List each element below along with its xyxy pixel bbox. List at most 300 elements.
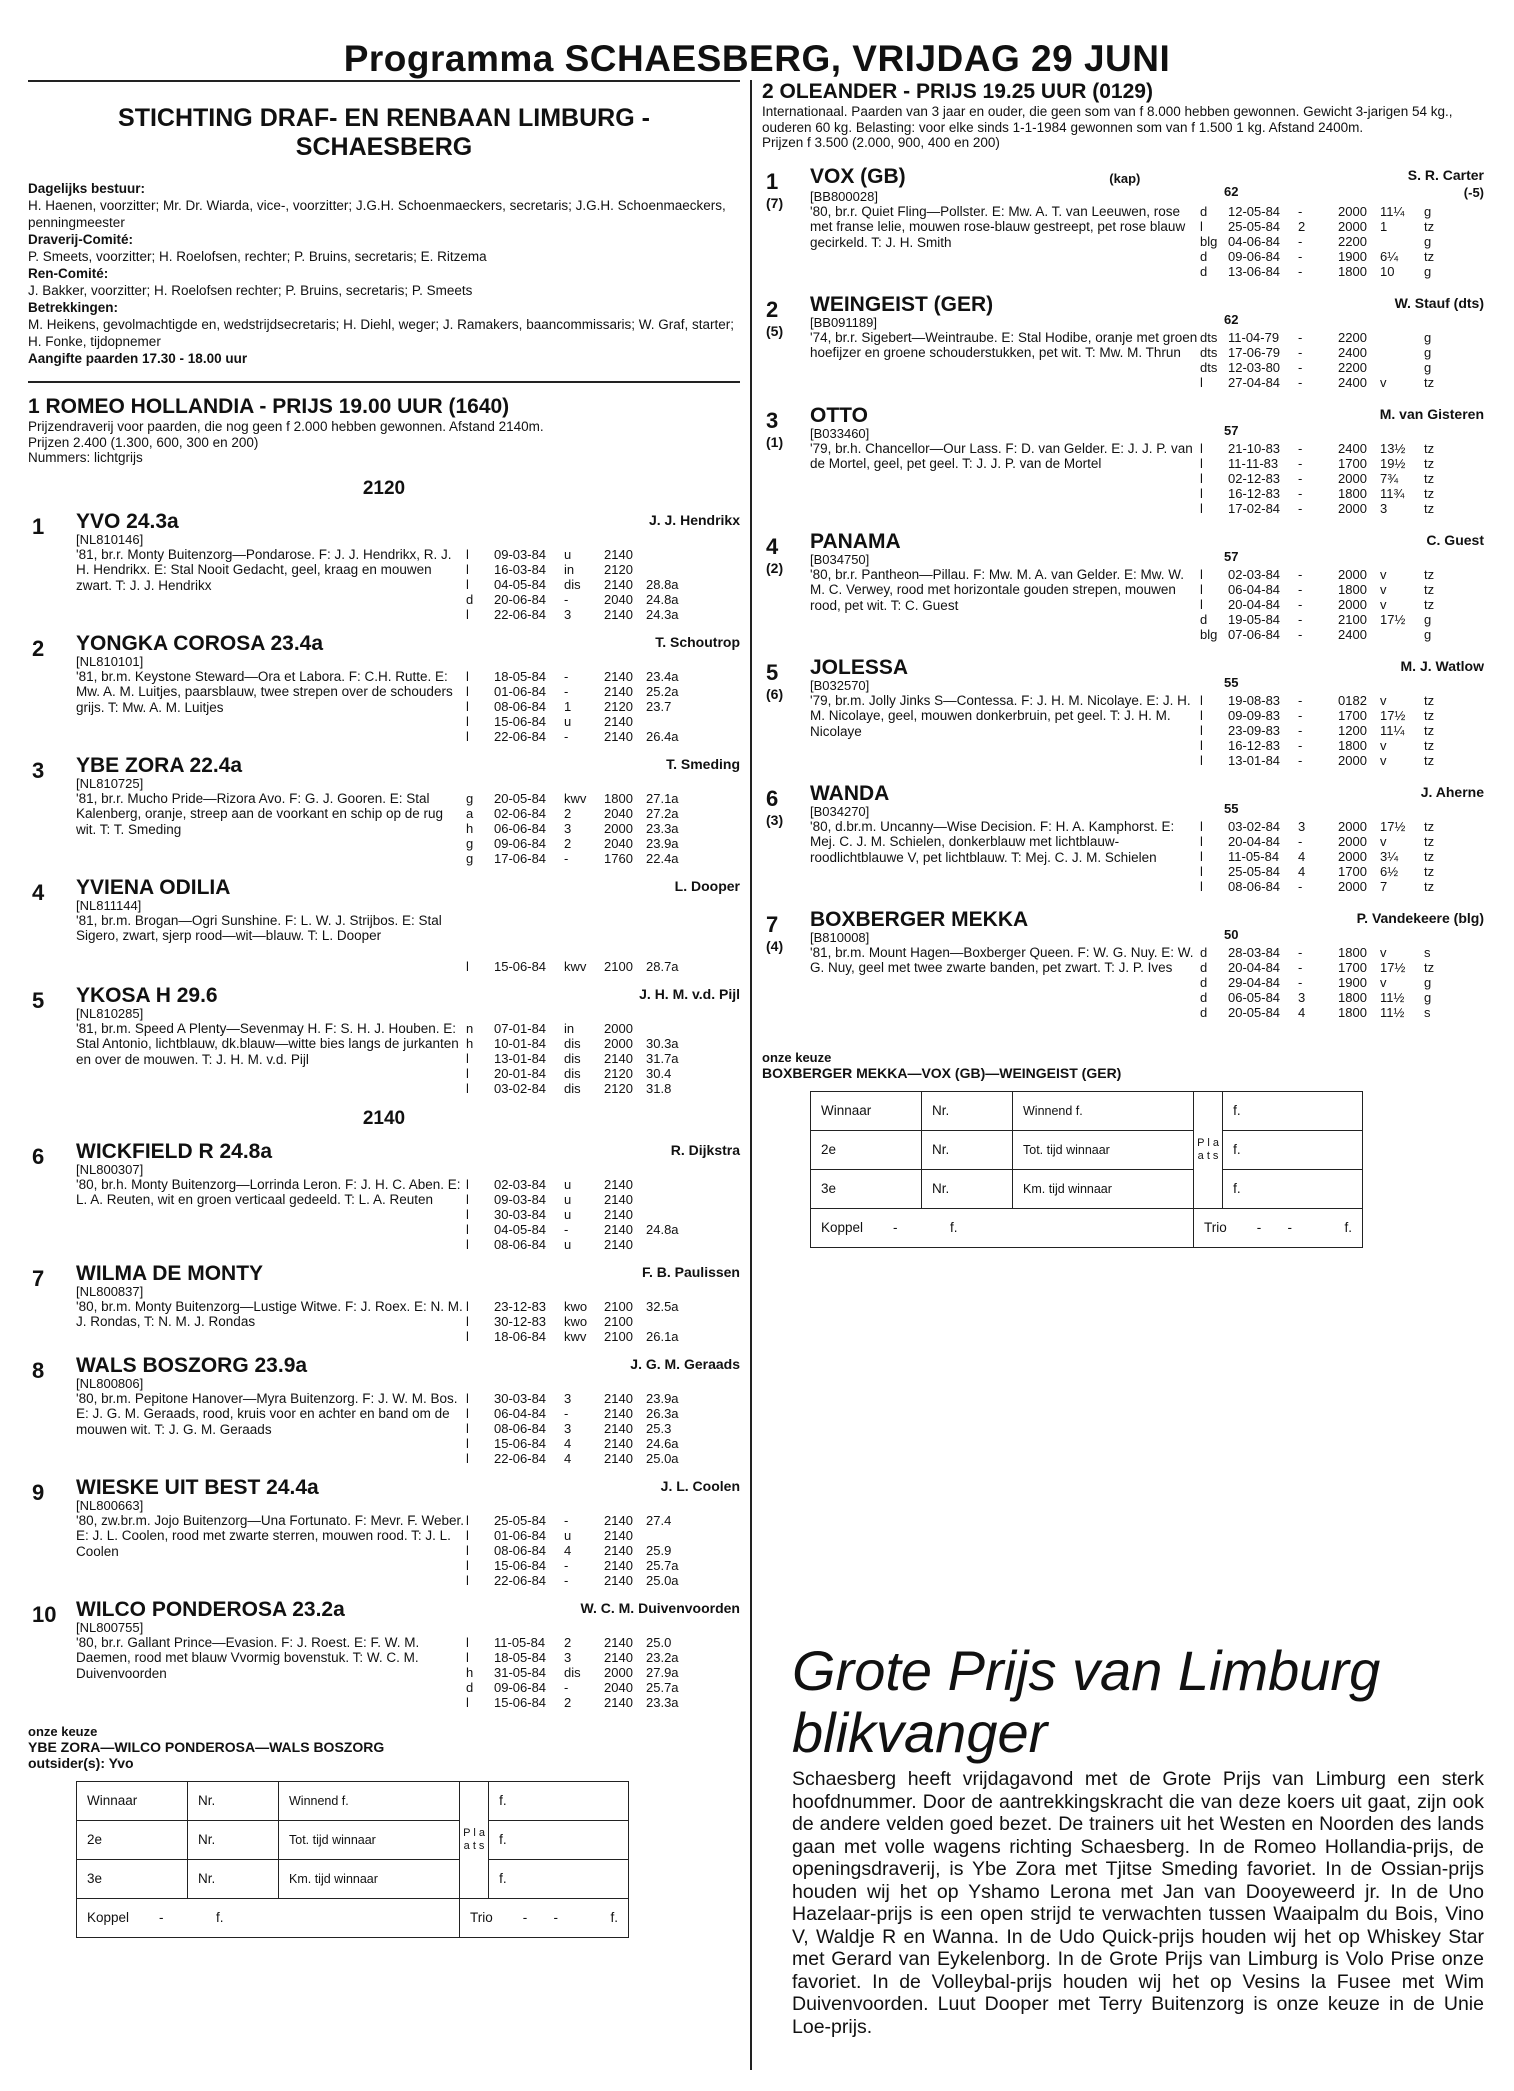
form-cell: - [1298, 596, 1303, 612]
form-line [466, 699, 740, 714]
form-cell: 2000 [1338, 203, 1367, 219]
form-cell: g [1424, 974, 1432, 990]
article-body: Schaesberg heeft vrijdagavond met de Grote Prijs van Limburg een sterk hoofdnummer. Door de aantrekkingskracht die van deze koers uit gaat, zijn ook de andere velden goed bezet. De trainers uit het Westen en Noorden des lands gaan met volle wagens richting Schaesberg. In de Romeo Hollandia-prijs, de openingsdraverij, is Ybe Zora met Tjitse Smeding favoriet. In de Ossian-prijs houden wij het op Yshamo Lerona met Jan van Dooyeweerd jr. In de Uno Hazelaar-prijs is een open strijd te verwachten tussen Waaipalm du Bois, Vino V, Waldje R en Wanna. In de Udo Quick-prijs houden wij het op Whiskey Star met Gerard van Eykelenborg. In de Grote Prijs van Limburg is Volo Prise onze favoriet. In de Volleybal-prijs houden wij het op Vesins la Fusee met Wim Duivenvoorden. Luut Dooper met Terry Buitenzorg is onze keuze in de Unie Loe-prijs. [792, 1768, 1484, 2038]
form-cell: dis [564, 1080, 581, 1096]
post-position: (7) [766, 194, 784, 211]
form-line [1200, 501, 1484, 516]
form-cell: 18-05-84 [494, 668, 547, 684]
form-cell: l [1200, 566, 1203, 582]
form-cell [646, 1237, 690, 1252]
form-cell: 2 [1298, 218, 1306, 234]
koppel-cell: Koppel - f. [811, 1208, 1194, 1247]
horse-entry [762, 908, 1484, 1020]
post-position: (1) [766, 433, 784, 450]
form-cell: 4 [564, 1450, 572, 1466]
form-cell [1380, 330, 1424, 345]
form-cell: 2140 [604, 1420, 633, 1436]
form-line [466, 729, 740, 744]
form-cell: 2140 [604, 1221, 633, 1237]
form-cell: 1800 [1338, 581, 1367, 597]
horse-body [76, 1354, 740, 1466]
form-cell: Km. tijd winnaar [279, 1859, 460, 1898]
form-cell: 2000 [1338, 566, 1367, 582]
form-cell: - [1298, 344, 1303, 360]
horse-detail-row [76, 547, 740, 622]
form-cell: 07-06-84 [1228, 626, 1281, 642]
form-cell: 25.2a [646, 683, 679, 699]
form-cell: 1900 [1338, 974, 1367, 990]
form-line [466, 1036, 740, 1051]
form-cell: blg [1200, 626, 1218, 642]
race1-title: 1 ROMEO HOLLANDIA - PRIJS 19.00 UUR (1640) [28, 395, 510, 418]
form-cell: 2140 [604, 1050, 633, 1066]
horse-detail-row [76, 913, 740, 974]
distance-heading: 2120 [362, 477, 406, 499]
form-line [1200, 738, 1484, 753]
form-cell: 28.8a [646, 576, 679, 592]
form-cell: 18-05-84 [494, 1649, 547, 1665]
form-cell: 1800 [1338, 944, 1367, 960]
form-line [466, 1391, 740, 1406]
form-cell: Km. tijd winnaar [1013, 1169, 1194, 1208]
horse-weight: 57 [1224, 422, 1239, 438]
board-section: Dagelijks bestuur: H. Haenen, voorzitter; Mr. Dr. Wiarda, vice-, voorzitter; J.G.H. Schoenmaeckers, secretaris; J.G.H. Schoenmaeckers, penningmeester [28, 181, 726, 230]
form-cell: 2400 [1338, 374, 1367, 390]
form-cell: 2100 [604, 1298, 633, 1314]
form-cell: 25.7a [646, 1679, 679, 1695]
form-cell: 10 [1380, 263, 1395, 279]
form-cell: g [1424, 626, 1432, 642]
column-divider [750, 80, 752, 2070]
form-lines [466, 1391, 740, 1466]
form-cell: 32.5a [646, 1298, 679, 1314]
form-cell: 09-09-83 [1228, 707, 1281, 723]
horse-name: BOXBERGER MEKKA [810, 907, 1029, 931]
form-cell: 12-05-84 [1228, 203, 1281, 219]
form-cell: tz [1424, 581, 1435, 597]
form-lines [466, 913, 740, 974]
form-cell: dis [564, 1065, 581, 1081]
post-position: (4) [766, 937, 784, 954]
keuze-value: YBE ZORA—WILCO PONDEROSA—WALS BOSZORG [28, 1738, 385, 1755]
form-cell: 3 [564, 820, 572, 836]
form-cell: 31-05-84 [494, 1664, 547, 1680]
form-lines [466, 791, 740, 866]
form-cell [646, 1021, 690, 1036]
horse-description: '81, br.m. Keystone Steward—Ora et Labora. F: C.H. Rutte. E: Mw. A. M. Luitjes, paarsblauw, twee strepen over de schouders grijs. T: Mw. A. M. Luitjes [76, 668, 453, 715]
form-cell: tz [1424, 818, 1435, 834]
horse-detail-row [76, 791, 740, 866]
horse-weight: 55 [1224, 674, 1239, 690]
form-cell [1380, 234, 1424, 249]
horse-number: 4 [32, 879, 45, 905]
plaats-label: P l a a t s [460, 1781, 489, 1898]
horse-code: [NL810146] [76, 531, 144, 547]
horse-name: WALS BOSZORG 23.9a [76, 1353, 308, 1377]
form-cell: 4 [1298, 848, 1306, 864]
form-line [1200, 360, 1484, 375]
form-cell: 2140 [604, 1405, 633, 1421]
form-cell: 08-06-84 [494, 1236, 547, 1252]
horse-body [76, 510, 740, 622]
form-cell: tz [1424, 722, 1435, 738]
form-cell: 2140 [604, 606, 633, 622]
form-line [1200, 753, 1484, 768]
horse-number: 7 [766, 911, 779, 937]
form-cell: 2e [77, 1820, 188, 1859]
form-cell: l [466, 1221, 469, 1237]
form-cell: 2200 [1338, 359, 1367, 375]
driver-name: W. C. M. Duivenvoorden [580, 1599, 740, 1616]
form-cell: l [1200, 374, 1203, 390]
form-cell: Tot. tijd winnaar [279, 1820, 460, 1859]
form-cell: 13-01-84 [1228, 752, 1281, 768]
driver-name: T. Smeding [666, 755, 740, 772]
form-cell: g [1424, 989, 1432, 1005]
page-title: Programma SCHAESBERG, VRIJDAG 29 JUNI [343, 38, 1171, 79]
form-lines [1200, 330, 1484, 390]
form-cell [646, 1207, 690, 1222]
form-cell: 0182 [1338, 692, 1367, 708]
form-cell: u [564, 1236, 572, 1252]
form-cell: 1200 [1338, 722, 1367, 738]
form-lines [466, 1177, 740, 1252]
form-cell: v [1380, 974, 1387, 990]
form-cell: - [1298, 233, 1303, 249]
form-line [1200, 849, 1484, 864]
form-lines [1200, 693, 1484, 768]
horse-number: 2 [32, 635, 45, 661]
form-cell: 2000 [604, 820, 633, 836]
koppel-cell: Koppel - f. [77, 1898, 460, 1937]
form-cell: l [466, 728, 469, 744]
form-cell: s [1424, 1004, 1431, 1020]
form-cell: dis [564, 1050, 581, 1066]
form-cell: d [466, 591, 474, 607]
horse-entry [762, 165, 1484, 279]
form-cell: l [466, 698, 469, 714]
form-cell: - [564, 850, 569, 866]
race2-info: Internationaal. Paarden van 3 jaar en ouder, die geen som van f 8.000 hebben gewonnen. Gewicht 3-jarigen 54 kg., ouderen 60 kg. Belasting: voor elke sinds 1-1-1984 gewonnen som van f 1.500 1 kg. Afstand 2400m. Prijzen f 3.500 (2.000, 900, 400 en 200) [762, 104, 1453, 150]
form-cell: 4 [564, 1542, 572, 1558]
form-cell: - [1298, 626, 1303, 642]
form-cell: u [564, 1191, 572, 1207]
horse-body [810, 404, 1484, 516]
form-cell: 02-06-84 [494, 805, 547, 821]
board-section: Betrekkingen: M. Heikens, gevolmachtigde en, wedstrijdsecretaris; H. Diehl, weger; J. Ramakers, baancommissaris; W. Graf, starter; H. Fonke, tijdopnemer [28, 300, 734, 349]
form-cell: u [564, 713, 572, 729]
form-cell: - [1298, 470, 1303, 486]
horse-description: '80, br.r. Gallant Prince—Evasion. F: J. Roest. E: F. W. M. Daemen, rood met blauw Vvormig bovenstuk. T: W. C. M. Duivenvoorden [76, 1634, 420, 1681]
form-cell: 15-06-84 [494, 713, 547, 729]
form-cell: h [466, 1664, 474, 1680]
form-cell [646, 1528, 690, 1543]
form-cell: in [564, 1020, 575, 1036]
horse-name: YBE ZORA 22.4a [76, 753, 243, 777]
form-cell: 06-06-84 [494, 820, 547, 836]
form-cell: v [1380, 833, 1387, 849]
form-line [466, 1329, 740, 1344]
betting-table [810, 1091, 1363, 1248]
form-cell: l [1200, 455, 1203, 471]
form-cell: 2000 [1338, 818, 1367, 834]
form-cell: 24.6a [646, 1435, 679, 1451]
horse-code: [BB091189] [810, 314, 877, 330]
horse-body [76, 1140, 740, 1252]
horse-description: '80, d.br.m. Uncanny—Wise Decision. F: H. A. Kamphorst. E: Mej. C. J. M. Schielen, donkerblauw met lichtblauw-roodlichtblauwe V, pet lichtblauw. T: Mej. C. J. M. Schielen [810, 818, 1175, 865]
form-cell: 10-01-84 [494, 1035, 547, 1051]
form-cell: 30-03-84 [494, 1206, 547, 1222]
form-cell: - [1298, 752, 1303, 768]
horse-number: 1 [766, 168, 779, 194]
form-cell: l [466, 713, 469, 729]
form-cell: - [564, 1679, 569, 1695]
aangifte: Aangifte paarden 17.30 - 18.00 uur [28, 351, 248, 366]
horse-code: [NL810725] [76, 775, 144, 791]
form-cell: 3 [564, 1649, 572, 1665]
form-line [466, 607, 740, 622]
form-cell: 4 [1298, 863, 1306, 879]
horse-entry [762, 530, 1484, 642]
form-cell: 2140 [604, 713, 633, 729]
form-cell: 2120 [604, 1080, 633, 1096]
form-cell: 26.4a [646, 728, 679, 744]
form-cell: d [1200, 203, 1208, 219]
form-cell: kwv [564, 958, 587, 974]
form-cell: tz [1424, 833, 1435, 849]
form-cell: u [564, 1527, 572, 1543]
form-cell: l [466, 1512, 469, 1528]
form-cell: 23.7 [646, 698, 672, 714]
form-cell: a [466, 805, 474, 821]
horse-detail-row [76, 1177, 740, 1252]
form-cell: l [466, 1435, 469, 1451]
betting-form [762, 1091, 1484, 1248]
form-cell: d [1200, 248, 1208, 264]
form-cell: blg [1200, 233, 1218, 249]
horse-code: [B810008] [810, 929, 870, 945]
form-cell: g [466, 790, 474, 806]
form-cell: 3 [1298, 989, 1306, 1005]
form-cell: - [1298, 737, 1303, 753]
form-cell: Winnaar [811, 1091, 922, 1130]
form-cell: in [564, 561, 575, 577]
form-cell: l [1200, 833, 1203, 849]
driver-name: F. B. Paulissen [641, 1263, 740, 1280]
form-line [466, 1406, 740, 1421]
form-cell: 1800 [604, 790, 633, 806]
form-cell: v [1380, 944, 1387, 960]
form-cell: 25.3 [646, 1420, 672, 1436]
form-line [466, 1665, 740, 1680]
form-cell: Winnaar [77, 1781, 188, 1820]
post-position: (5) [766, 322, 784, 339]
form-cell: 15-06-84 [494, 1557, 547, 1573]
form-cell: 2140 [604, 1694, 633, 1710]
form-cell: 23.3a [646, 820, 679, 836]
form-cell: g [466, 850, 474, 866]
form-cell: l [466, 1206, 469, 1222]
form-cell: - [1298, 581, 1303, 597]
horse-detail-row [810, 330, 1484, 390]
form-cell: 11-04-79 [1228, 329, 1280, 345]
form-cell: 2140 [604, 1206, 633, 1222]
form-line [1200, 456, 1484, 471]
form-cell: 1700 [1338, 707, 1367, 723]
form-cell: 09-06-84 [1228, 248, 1281, 264]
form-line [466, 1695, 740, 1710]
horse-number: 4 [766, 533, 779, 559]
betting-form [28, 1781, 740, 1938]
horse-detail-row [810, 819, 1484, 894]
horse-detail-row [810, 204, 1484, 279]
form-cell: f. [1223, 1091, 1363, 1130]
form-line [466, 1543, 740, 1558]
form-cell: 20-04-84 [1228, 833, 1281, 849]
horse-code: [B033460] [810, 425, 870, 441]
form-cell: 27.4 [646, 1512, 672, 1528]
form-cell: l [1200, 878, 1203, 894]
form-cell: l [466, 1313, 469, 1329]
horse-detail-row [76, 1021, 740, 1096]
form-cell: kwo [564, 1313, 588, 1329]
form-cell: 31.8 [646, 1080, 672, 1096]
form-cell: 7¾ [1380, 470, 1399, 486]
horse-number: 6 [32, 1143, 45, 1169]
form-cell: 23-12-83 [494, 1298, 547, 1314]
form-cell: 22-06-84 [494, 606, 547, 622]
form-cell: v [1380, 566, 1387, 582]
horse-description: '80, br.m. Pepitone Hanover—Myra Buitenzorg. F: J. W. M. Bos. E: J. G. M. Geraads, rood, kruis voor en achter en band om de mouwen wit. T: J. G. M. Geraads [76, 1390, 458, 1437]
form-line [466, 1237, 740, 1252]
form-line [1200, 597, 1484, 612]
race2-entries [762, 165, 1484, 1020]
horse-code: [NL800663] [76, 1497, 144, 1513]
horse-number: 1 [32, 513, 45, 539]
form-cell: tz [1424, 596, 1435, 612]
form-cell: l [466, 1405, 469, 1421]
horse-detail-row [76, 1513, 740, 1588]
form-cell: l [1200, 485, 1203, 501]
horse-number: 3 [32, 757, 45, 783]
form-cell: 1900 [1338, 248, 1367, 264]
form-cell: 2140 [604, 1176, 633, 1192]
form-cell: 1700 [1338, 959, 1367, 975]
horse-code: [B032570] [810, 677, 870, 693]
form-cell: v [1380, 737, 1387, 753]
form-cell: 23.2a [646, 1649, 679, 1665]
driver-name: R. Dijkstra [670, 1141, 740, 1158]
form-cell: 22.4a [646, 850, 679, 866]
form-cell: 22-06-84 [494, 728, 547, 744]
form-cell: 2040 [604, 591, 633, 607]
form-cell: 2040 [604, 835, 633, 851]
form-cell: 1760 [604, 850, 633, 866]
form-cell: 30-03-84 [494, 1390, 547, 1406]
form-cell: 1800 [1338, 263, 1367, 279]
driver-name: J. Aherne [1420, 783, 1484, 800]
form-cell: 24.3a [646, 606, 679, 622]
form-cell: f. [1223, 1130, 1363, 1169]
form-line [1200, 879, 1484, 894]
form-cell: n [466, 1020, 474, 1036]
form-cell: 6½ [1380, 863, 1399, 879]
form-cell: 2400 [1338, 440, 1367, 456]
horse-code: [NL800837] [76, 1283, 144, 1299]
horse-number: 7 [32, 1265, 45, 1291]
form-line [1200, 945, 1484, 960]
form-cell: l [466, 683, 469, 699]
form-cell: 01-06-84 [494, 1527, 547, 1543]
trio-cell: Trio - - f. [460, 1898, 629, 1937]
form-cell: l [466, 1542, 469, 1558]
horse-description: '80, br.m. Monty Buitenzorg—Lustige Witwe. F: J. Roex. E: N. M. J. Rondas, T: N. M. J. Rondas [76, 1298, 463, 1329]
form-cell: 25.0a [646, 1450, 679, 1466]
form-cell: 25-05-84 [494, 1512, 547, 1528]
form-cell: 11½ [1380, 1004, 1405, 1020]
form-cell: g [1424, 263, 1432, 279]
form-cell: 23.9a [646, 1390, 679, 1406]
form-line [1200, 1005, 1484, 1020]
form-cell: 1 [1380, 218, 1388, 234]
outsider: outsider(s): Yvo [28, 1754, 134, 1771]
form-lines [1200, 945, 1484, 1020]
form-cell: 17½ [1380, 818, 1406, 834]
form-cell: Nr. [922, 1091, 1013, 1130]
form-cell [1380, 345, 1424, 360]
form-cell: tz [1424, 737, 1435, 753]
form-cell: 2120 [604, 1065, 633, 1081]
form-line [1200, 441, 1484, 456]
horse-entry [28, 1598, 740, 1710]
form-cell: 2140 [604, 683, 633, 699]
form-cell: 1700 [1338, 863, 1367, 879]
form-cell: l [1200, 218, 1203, 234]
race2-title: 2 OLEANDER - PRIJS 19.25 UUR (0129) [762, 80, 1153, 103]
form-cell: - [1298, 959, 1303, 975]
form-cell: 06-04-84 [1228, 581, 1281, 597]
form-cell: g [1424, 359, 1432, 375]
form-line [466, 1051, 740, 1066]
form-cell: 08-06-84 [494, 1542, 547, 1558]
keuze-label: onze keuze [762, 1049, 832, 1065]
form-cell: tz [1424, 440, 1435, 456]
form-cell: 17½ [1380, 959, 1406, 975]
form-cell: 13-01-84 [494, 1050, 547, 1066]
horse-description: '79, br.m. Jolly Jinks S—Contessa. F: J. H. M. Nicolaye. E: J. H. M. Nicolaye, geel, mouwen donkerbruin, pet geel. T: J. H. M. Nicolaye [810, 692, 1191, 739]
horse-body [810, 782, 1484, 894]
form-line [466, 1222, 740, 1237]
form-line [1200, 330, 1484, 345]
horse-body [810, 656, 1484, 768]
form-cell: 09-06-84 [494, 1679, 547, 1695]
driver-name: J. G. M. Geraads [630, 1355, 740, 1372]
form-line [466, 1021, 740, 1036]
form-cell: l [1200, 596, 1203, 612]
form-cell: 2120 [604, 698, 633, 714]
form-cell: Nr. [922, 1130, 1013, 1169]
horse-number: 5 [32, 987, 45, 1013]
form-line [1200, 582, 1484, 597]
form-cell [646, 1314, 690, 1329]
form-cell: tz [1424, 863, 1435, 879]
form-cell: 3 [564, 1390, 572, 1406]
form-cell: l [466, 606, 469, 622]
form-line [1200, 960, 1484, 975]
horse-entry [28, 754, 740, 866]
form-cell: 2140 [604, 728, 633, 744]
form-cell: 24.8a [646, 1221, 679, 1237]
